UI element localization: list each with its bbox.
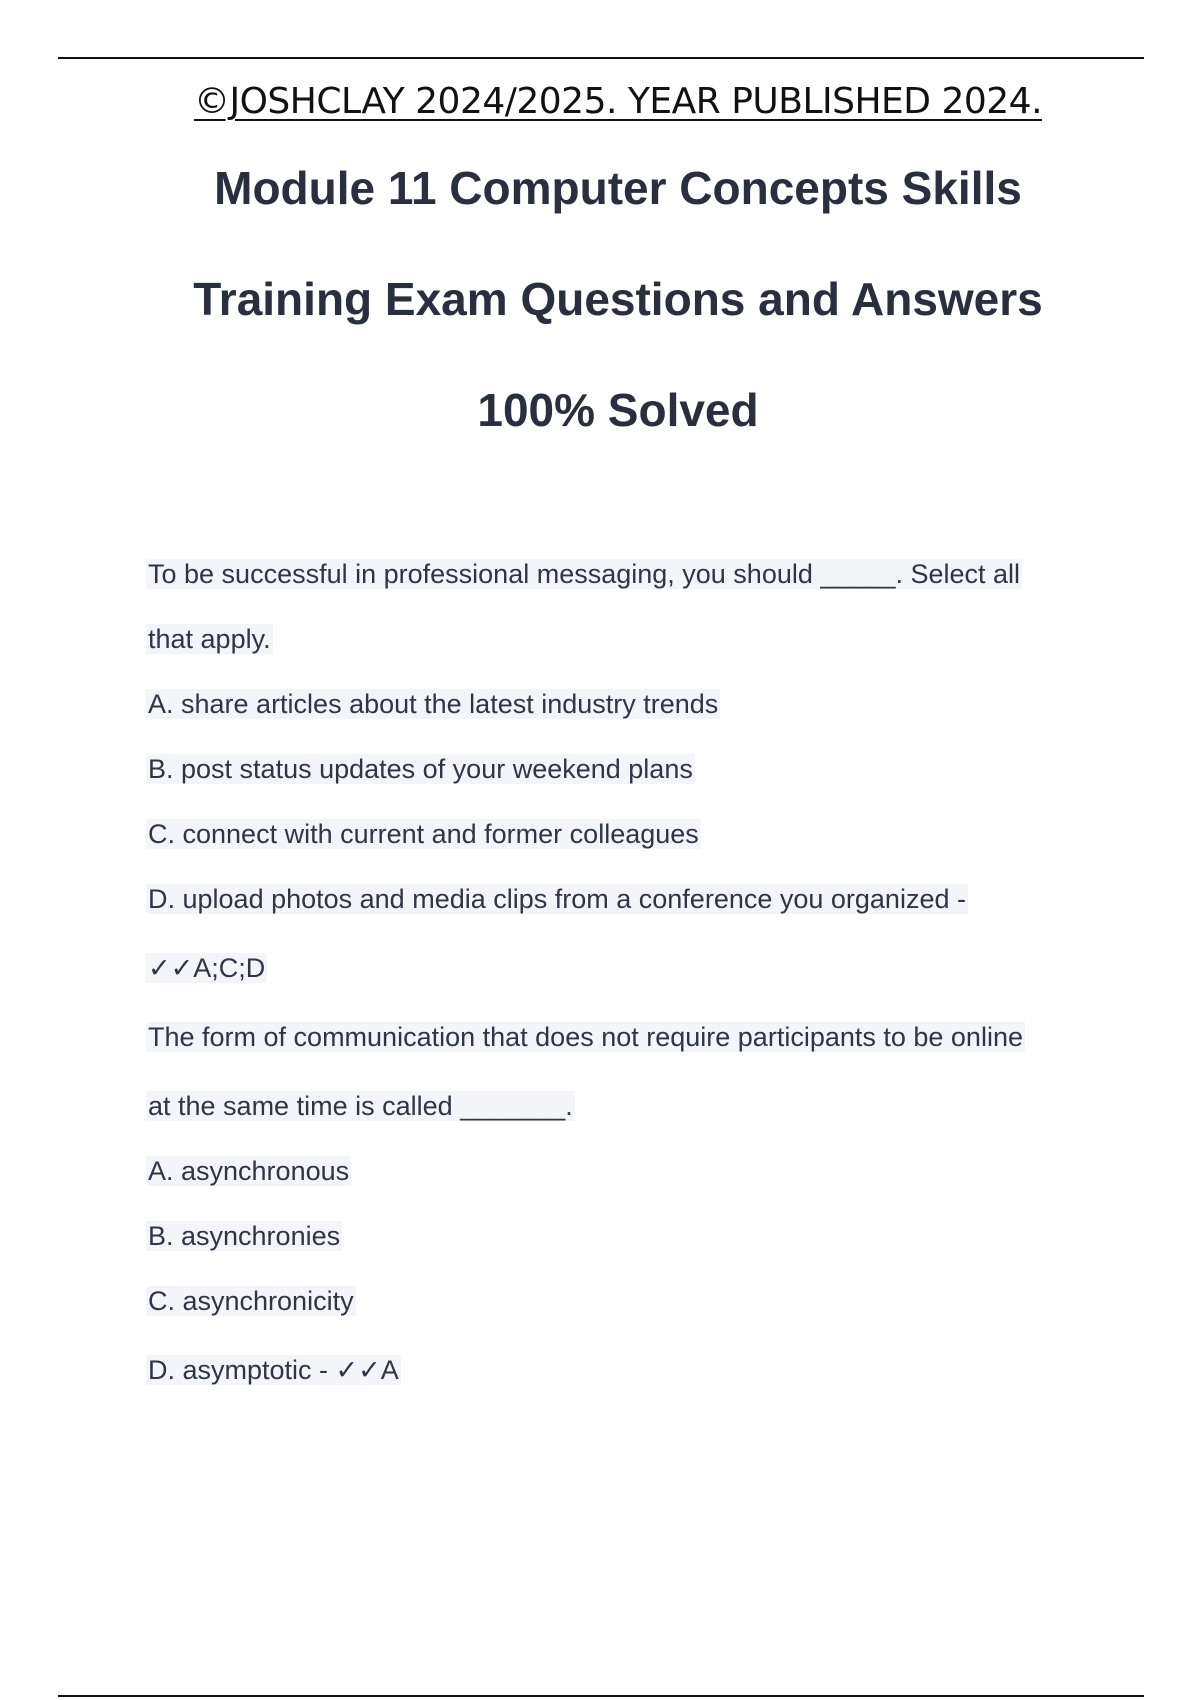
top-rule xyxy=(58,57,1144,59)
question-2-text-line-1: The form of communication that does not require participants to be online xyxy=(148,1022,1023,1052)
question-2-option-b: B. asynchronies xyxy=(148,1221,341,1251)
copyright-header xyxy=(0,78,1200,126)
question-1-answer: ✓✓A;C;D xyxy=(148,953,266,983)
copyright-text: ©JOSHCLAY 2024/2025. YEAR PUBLISHED 2024. xyxy=(193,81,1043,122)
questions-content xyxy=(146,550,1076,1411)
title-line-1: Module 11 Computer Concepts Skills xyxy=(214,162,1022,214)
question-1 xyxy=(146,550,1076,1013)
question-2-option-a: A. asynchronous xyxy=(148,1156,350,1186)
bottom-rule xyxy=(58,1695,1144,1697)
question-1-option-b: B. post status updates of your weekend plans xyxy=(148,754,693,784)
document-title xyxy=(0,153,1200,486)
question-2-option-d: D. asymptotic - ✓✓A xyxy=(148,1355,399,1385)
question-2-option-c: C. asynchronicity xyxy=(148,1286,354,1316)
title-line-3: 100% Solved xyxy=(477,384,759,436)
question-1-text-line-2: that apply. xyxy=(148,624,271,654)
question-1-option-a: A. share articles about the latest industry trends xyxy=(148,689,719,719)
question-1-option-c: C. connect with current and former colleagues xyxy=(148,819,699,849)
question-2-text-line-2: at the same time is called _______. xyxy=(148,1091,573,1121)
question-2 xyxy=(146,1013,1076,1411)
question-1-text-line-1: To be successful in professional messaging, you should _____. Select all xyxy=(148,559,1021,589)
title-line-2: Training Exam Questions and Answers xyxy=(193,273,1043,325)
question-1-option-d: D. upload photos and media clips from a conference you organized - xyxy=(148,884,966,914)
